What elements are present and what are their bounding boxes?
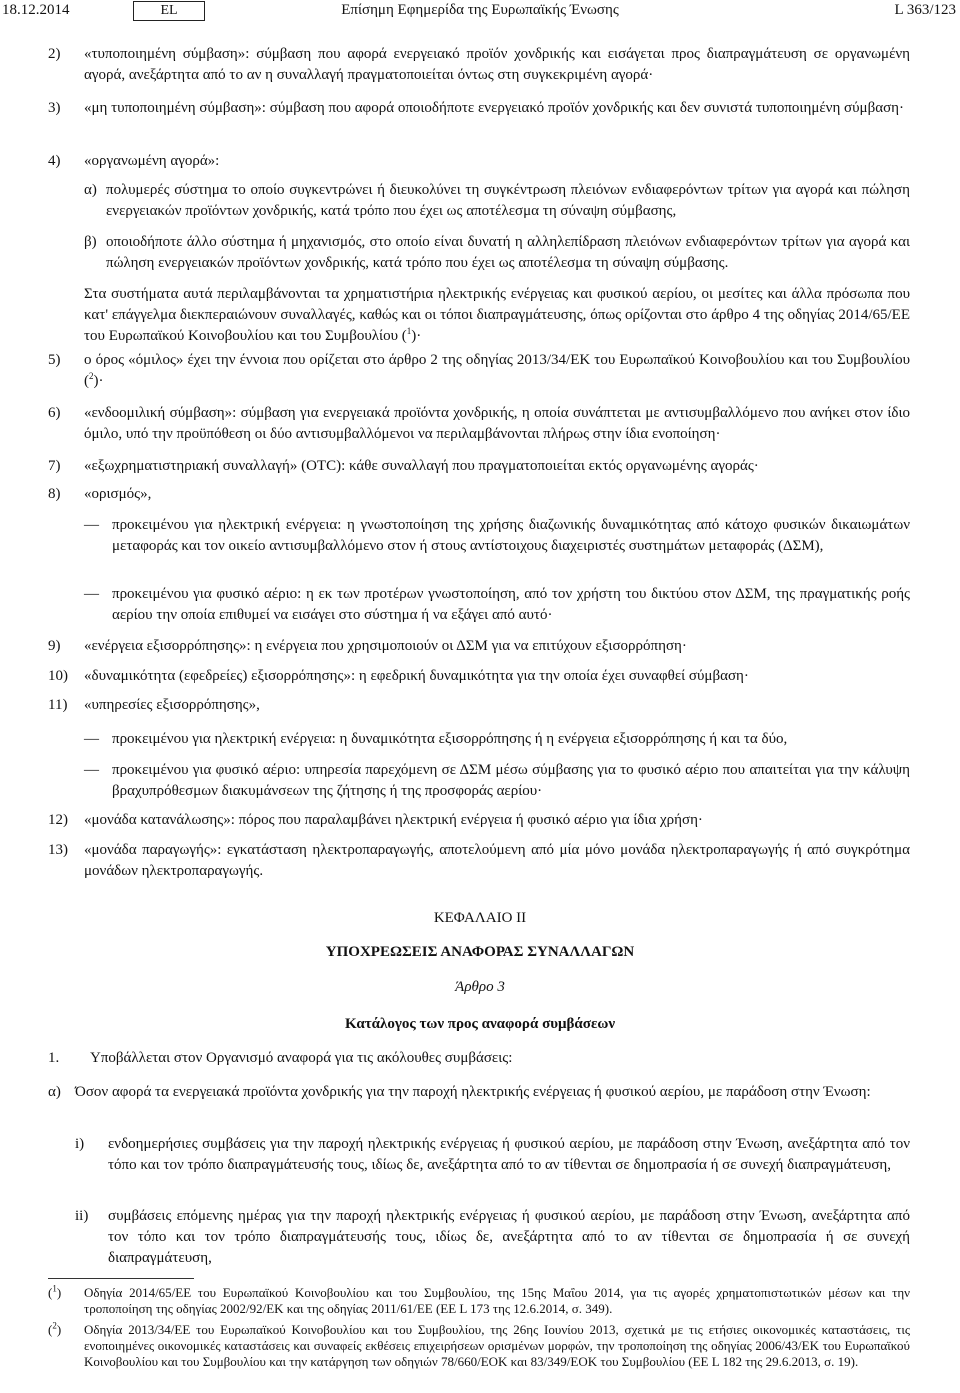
page-reference: L 363/123	[894, 2, 956, 18]
def-4-paragraph-end: )·	[411, 328, 422, 344]
def-11b-dash: —	[84, 762, 99, 778]
footnote-2-close: )	[56, 1322, 62, 1337]
def-9-number: 9)	[48, 638, 61, 654]
def-10-number: 10)	[48, 668, 68, 684]
def-7-text: «εξωχρηματιστηριακή συναλλαγή» (OTC): κάθε συναλλαγή που πραγματοποιείται εκτός οργανωμένης αγοράς·	[84, 458, 759, 474]
def-4-number: 4)	[48, 153, 61, 169]
def-11b-text: προκειμένου για φυσικό αέριο: υπηρεσία παρεχόμενη σε ΔΣΜ μέσω σύμβασης για το φυσικό αέριο που απαιτείται για την κάλυψη βραχυπρόθεσμων διακυμάνσεων της ζήτησης ή της προσφοράς αερίου·	[112, 762, 910, 799]
def-5-text	[84, 350, 910, 392]
footnote-2-number: 2	[52, 1320, 57, 1331]
footnote-1-number: 1	[52, 1283, 57, 1294]
def-2-number: 2)	[48, 46, 61, 62]
journal-title: Επίσημη Εφημερίδα της Ευρωπαϊκής Ένωσης	[341, 2, 619, 18]
chapter-label: ΚΕΦΑΛΑΙΟ II	[433, 910, 527, 926]
footnote-1-close: )	[56, 1285, 62, 1300]
article-label: Άρθρο 3	[455, 979, 505, 995]
page-header	[0, 0, 960, 22]
def-9-text: «ενέργεια εξισορρόπησης»: η ενέργεια που χρησιμοποιούν οι ΔΣΜ για να επιτύχουν εξισορρόπηση·	[84, 638, 687, 654]
publication-date: 18.12.2014	[2, 2, 70, 18]
footnote-1-open: (	[48, 1285, 53, 1300]
def-8a-text: προκειμένου για ηλεκτρική ενέργεια: η γνωστοποίηση της χρήσης διαζωνικής δυναμικότητας από κάτοχο φυσικών δικαιωμάτων μεταφοράς και τον οικείο αντισυμβαλλόμενο στον ή στους αντίστοιχους διαχειριστές συστημάτων μεταφοράς (ΔΣΜ),	[112, 517, 910, 554]
footnote-ref-1: 1	[406, 326, 412, 336]
def-11a-dash: —	[84, 731, 99, 747]
language-badge: EL	[133, 1, 205, 21]
def-3-number: 3)	[48, 100, 61, 116]
def-3-text: «μη τυποποιημένη σύμβαση»: σύμβαση που αφορά οποιοδήποτε ενεργειακό προϊόν χονδρικής και δεν συνιστά τυποποιημένη σύμβαση·	[84, 100, 905, 116]
def-8b-dash: —	[84, 586, 99, 602]
point-i-number: i)	[75, 1136, 85, 1152]
point-ii-text: συμβάσεις επόμενης ημέρας για την παροχή ηλεκτρικής ενέργειας ή φυσικού αερίου, με παράδοση στην Ένωση, ανεξάρτητα από τον τόπο και τον τρόπο διαπραγμάτευσής τους, ιδίως δε, ανεξάρτητα από το αν τίθενται σε δημοπρασία ή σε συνεχή διαπραγμάτευση,	[108, 1208, 910, 1266]
footnote-1-text: Οδηγία 2014/65/ΕΕ του Ευρωπαϊκού Κοινοβουλίου και του Συμβουλίου, της 15ης Μαΐου 2014, για τις αγορές χρηματοπιστωτικών μέσων και την τροποποίηση της οδηγίας 2002/92/ΕΚ και της οδηγίας 2011/61/ΕΕ (ΕΕ L 173 της 12.6.2014, σ. 349).	[84, 1285, 910, 1316]
def-4a-text: πολυμερές σύστημα το οποίο συγκεντρώνει ή διευκολύνει τη συγκέντρωση πλειόνων ενδιαφερόντων τρίτων για αγορά και πώληση ενεργειακών προϊόντων χονδρικής, κατά τρόπο που έχει ως αποτέλεσμα τη σύναψη σύμβασης,	[106, 182, 910, 219]
def-8-text: «ορισμός»,	[84, 486, 152, 502]
def-8b-text: προκειμένου για φυσικό αέριο: η εκ των προτέρων γνωστοποίηση, από τον χρήστη του δικτύου στον ΔΣΜ, της πραγματικής ροής αερίου την οποία επιθυμεί να εισάγει στο σύστημα ή να εξάγει από αυτό·	[112, 586, 910, 623]
def-8-number: 8)	[48, 486, 61, 502]
def-5-number: 5)	[48, 352, 61, 368]
chapter-title: ΥΠΟΧΡΕΩΣΕΙΣ ΑΝΑΦΟΡΑΣ ΣΥΝΑΛΛΑΓΩΝ	[325, 944, 635, 960]
def-6-text: «ενδοομιλική σύμβαση»: σύμβαση για ενεργειακά προϊόντα χονδρικής, η οποία συνάπτεται με αντισυμβαλλόμενο που ανήκει στον ίδιο όμιλο, υπό την προϋπόθεση οι δύο αντισυμβαλλόμενοι να περιλαμβάνονται πλήρως στην ίδια ενοποίηση·	[84, 405, 910, 442]
def-4b-number: β)	[84, 234, 97, 250]
def-11a-text: προκειμένου για ηλεκτρική ενέργεια: η δυναμικότητα εξισορρόπησης ή η ενέργεια εξισορρόπησης ή και τα δύο,	[112, 731, 788, 747]
point-a-text: Όσον αφορά τα ενεργειακά προϊόντα χονδρικής για την παροχή ηλεκτρικής ενέργειας ή φυσικού αερίου, με παράδοση στην Ένωση:	[75, 1084, 871, 1100]
def-12-text: «μονάδα κατανάλωσης»: πόρος που παραλαμβάνει ηλεκτρική ενέργεια ή φυσικό αέριο για ίδια χρήση·	[84, 812, 703, 828]
point-ii-number: ii)	[75, 1208, 89, 1224]
footnote-2-text: Οδηγία 2013/34/ΕΕ του Ευρωπαϊκού Κοινοβουλίου και του Συμβουλίου, της 26ης Ιουνίου 2013, σχετικά με τις ετήσιες οικονομικές καταστάσεις, τις ενοποιημένες οικονομικές καταστάσεις και συναφείς εκθέσεις επιχειρήσεων ορισμένων μορφών, την τροποποίηση της οδηγίας 2006/43/ΕΚ του Ευρωπαϊκού Κοινοβουλίου και του Συμβουλίου και την κατάργηση των οδηγιών 78/660/ΕΟΚ και 83/349/ΕΟΚ του Συμβουλίου (ΕΕ L 182 της 29.6.2013, σ. 19).	[84, 1322, 910, 1369]
def-5-end: )·	[93, 373, 104, 389]
def-4b-text: οποιοδήποτε άλλο σύστημα ή μηχανισμός, στο οποίο είναι δυνατή η αλληλεπίδραση πλειόνων ενδιαφερόντων τρίτων για αγορά και πώληση ενεργειακών προϊόντων χονδρικής, κατά τρόπο που έχει ως αποτέλεσμα τη σύναψη σύμβασης.	[106, 234, 910, 271]
def-10-text: «δυναμικότητα (εφεδρείες) εξισορρόπησης»: η εφεδρική δυναμικότητα για την οποία έχει συναφθεί σύμβαση·	[84, 668, 749, 684]
article-title: Κατάλογος των προς αναφορά συμβάσεων	[344, 1016, 616, 1032]
def-6-number: 6)	[48, 405, 61, 421]
footnote-1-marker	[48, 1285, 61, 1301]
footnote-separator	[48, 1278, 194, 1279]
def-2-text: «τυποποιημένη σύμβαση»: σύμβαση που αφορά ενεργειακό προϊόν χονδρικής και εισάγεται προς διαπραγμάτευση σε οργανωμένη αγορά, ανεξάρτητα από το αν η συναλλαγή πραγματοποιείται όντως στη συγκεκριμένη αγορά·	[84, 46, 910, 83]
def-7-number: 7)	[48, 458, 61, 474]
footnote-2-marker	[48, 1322, 61, 1338]
point-i-text: ενδοημερήσιες συμβάσεις για την παροχή ηλεκτρικής ενέργειας ή φυσικού αερίου, με παράδοση στην Ένωση, ανεξάρτητα από τον τόπο και τον τρόπο διαπραγμάτευσής τους, ιδίως δε, ανεξάρτητα από το αν τίθενται σε δημοπρασία ή σε συνεχή διαπραγμάτευση,	[108, 1136, 910, 1173]
def-13-number: 13)	[48, 842, 68, 858]
footnote-2-open: (	[48, 1322, 53, 1337]
footnote-ref-2: 2	[89, 371, 94, 381]
def-13-text: «μονάδα παραγωγής»: εγκατάσταση ηλεκτροπαραγωγής, αποτελούμενη από μία μόνο μονάδα ηλεκτροπαραγωγής ή από συγκρότημα μονάδων ηλεκτροπαραγωγής.	[84, 842, 910, 879]
def-5-body: ο όρος «όμιλος» έχει την έννοια που ορίζεται στο άρθρο 2 της οδηγίας 2013/34/ΕΚ του Ευρωπαϊκού Κοινοβουλίου και του Συμβουλίου (	[84, 352, 910, 389]
def-11-text: «υπηρεσίες εξισορρόπησης»,	[84, 697, 260, 713]
def-4a-number: α)	[84, 182, 97, 198]
def-4-paragraph	[84, 284, 910, 347]
paragraph-1-number: 1.	[48, 1050, 60, 1066]
def-11-number: 11)	[48, 697, 68, 713]
point-a-number: α)	[48, 1084, 61, 1100]
def-8a-dash: —	[84, 517, 99, 533]
def-4-paragraph-text: Στα συστήματα αυτά περιλαμβάνονται τα χρηματιστήρια ηλεκτρικής ενέργειας και φυσικού αερίου, οι μεσίτες και άλλα πρόσωπα που κατ' επάγγελμα διεκπεραιώνουν συναλλαγές, καθώς και οι τόποι διαπραγμάτευσης, όπως ορίζονται στο άρθρο 4 της οδηγίας 2014/65/ΕΕ του Ευρωπαϊκού Κοινοβουλίου και του Συμβουλίου (	[84, 286, 910, 344]
def-12-number: 12)	[48, 812, 68, 828]
paragraph-1-text: Υποβάλλεται στον Οργανισμό αναφορά για τις ακόλουθες συμβάσεις:	[90, 1050, 513, 1066]
def-4-text: «οργανωμένη αγορά»:	[84, 153, 220, 169]
